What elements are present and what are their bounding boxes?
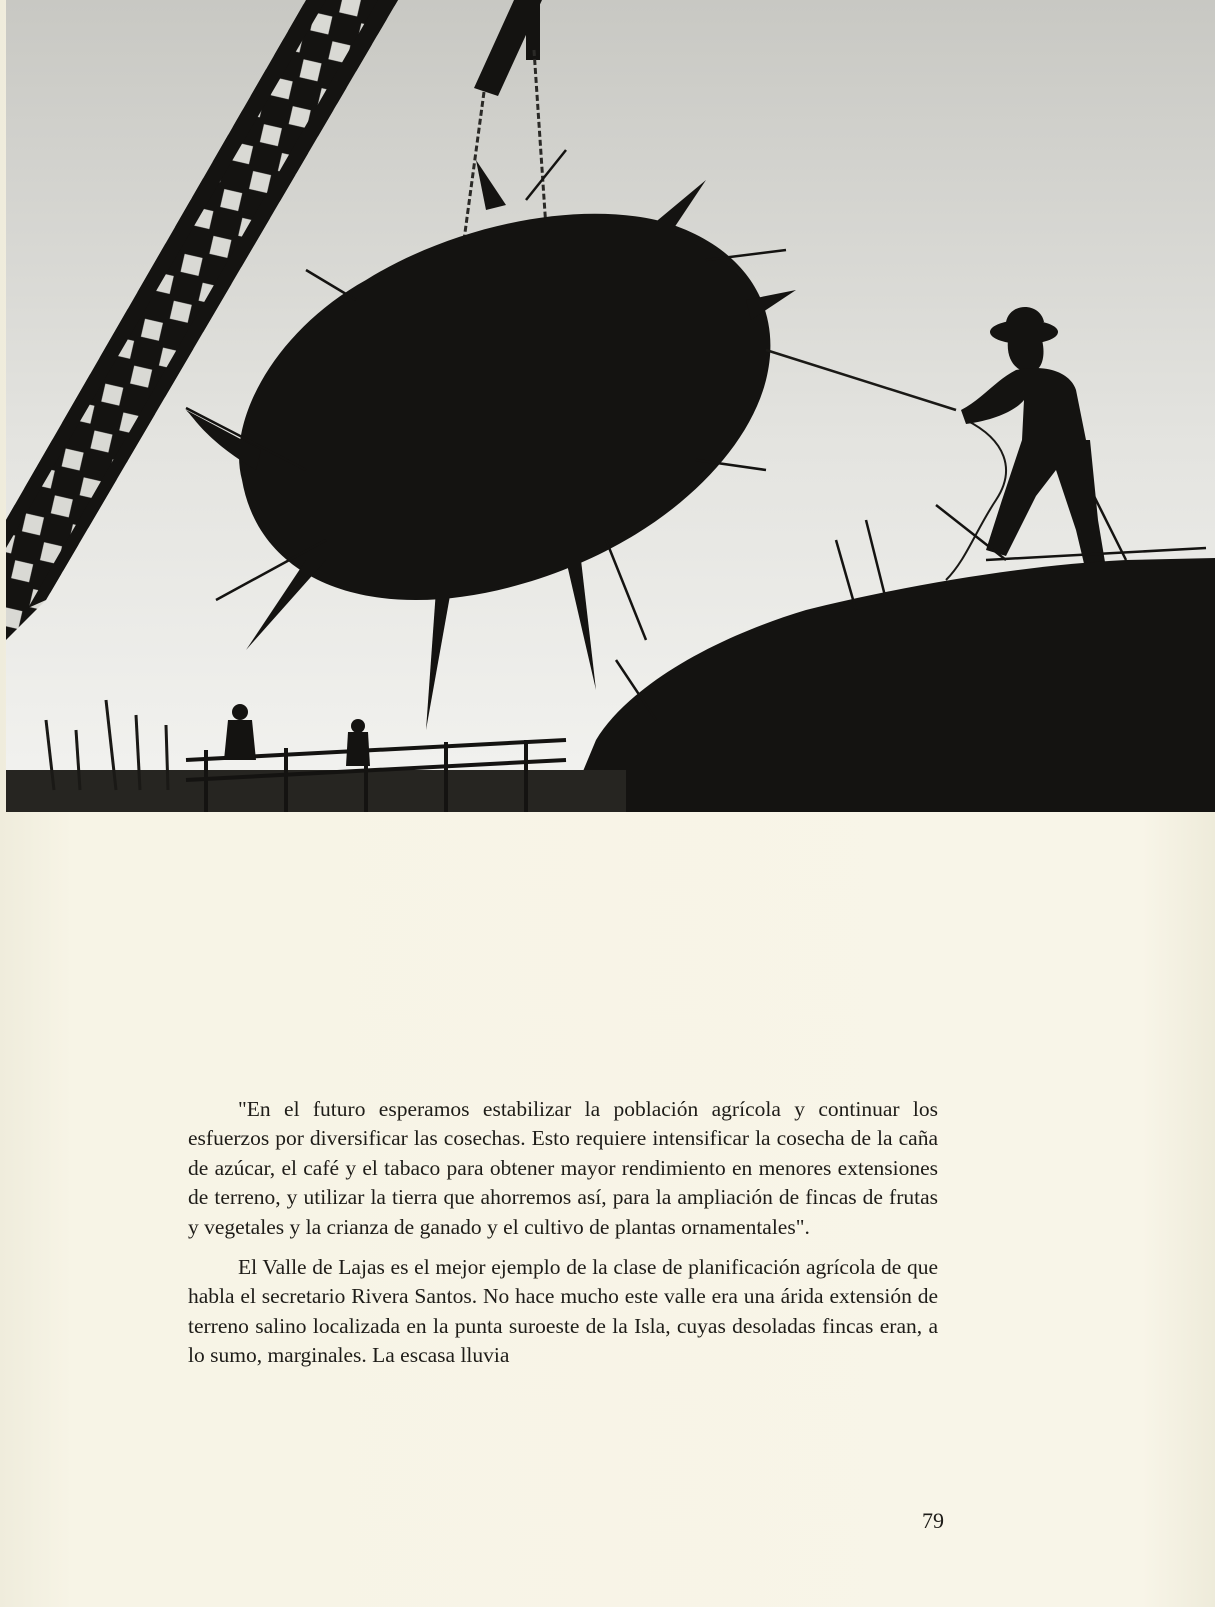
page-number: 79 — [922, 1508, 944, 1533]
photograph-sugarcane-loading — [6, 0, 1215, 812]
paragraph-quote: "En el futuro esperamos estabilizar la población agrícola y continuar los esfuerzos por diversificar las cosechas. Esto requiere intensificar la cosecha de la caña de azúcar, el café y el tabaco para obtener mayor rendimiento en menores extensiones de terreno, y utilizar la tierra que ahorremos así, para la ampliación de fincas de frutas y vegetales y la crianza de ganado y el cultivo de plantas ornamentales". — [188, 1097, 938, 1239]
photo-illustration — [6, 0, 1215, 812]
body-text — [188, 1095, 938, 1382]
paragraph-valle-de-lajas: El Valle de Lajas es el mejor ejemplo de la clase de planificación agrícola de que habla el secretario Rivera Santos. No hace mucho este valle era una árida extensión de terreno salino localizada en la punta suroeste de la Isla, cuyas desoladas fincas eran, a lo sumo, marginales. La escasa lluvia — [188, 1255, 938, 1368]
